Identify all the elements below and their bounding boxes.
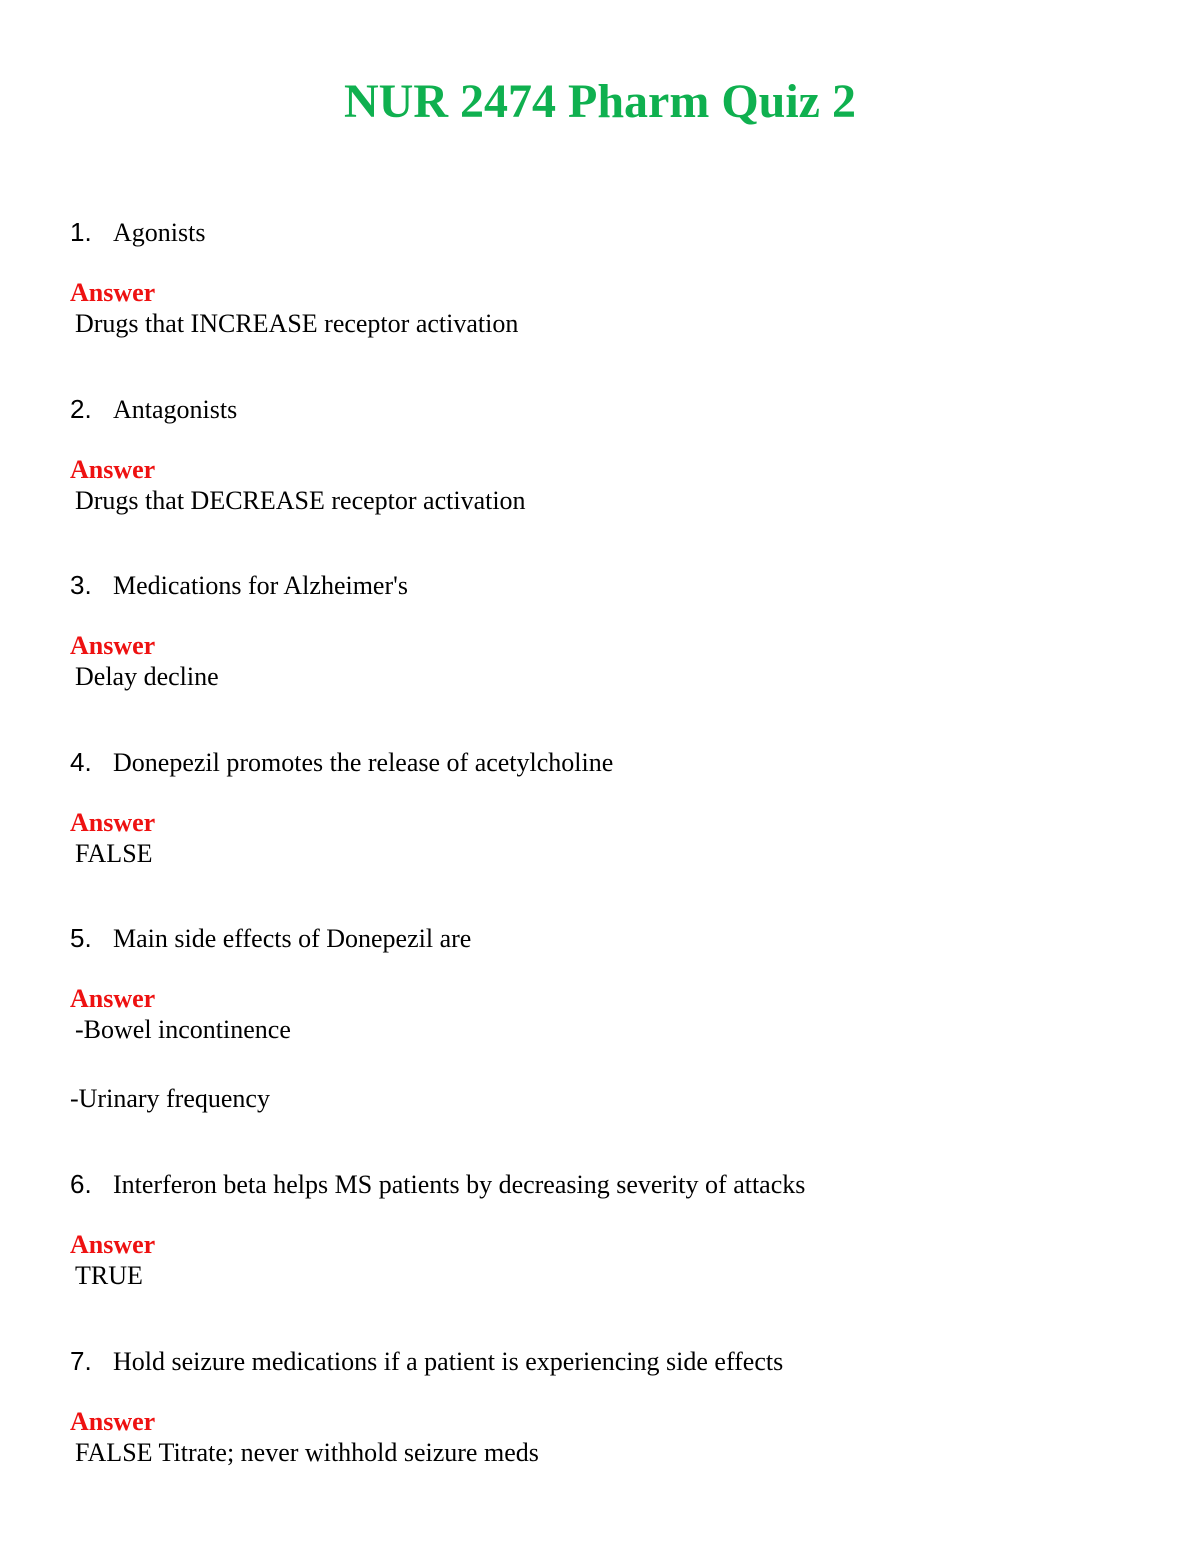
answer-text: -Bowel incontinence	[75, 1015, 291, 1044]
question-number: 5.	[70, 923, 92, 953]
question-line	[70, 1345, 1150, 1377]
answer-text: FALSE	[75, 839, 153, 868]
question-text: Interferon beta helps MS patients by decreasing severity of attacks	[113, 1170, 806, 1199]
question-item	[70, 1345, 1150, 1469]
answer-label: Answer	[70, 1407, 156, 1436]
question-line	[70, 569, 1150, 601]
question-line	[70, 216, 1150, 248]
answer-text: TRUE	[75, 1261, 143, 1290]
answer-label: Answer	[70, 984, 156, 1013]
answer-label: Answer	[70, 808, 156, 837]
question-number: 3.	[70, 570, 92, 600]
question-text: Antagonists	[113, 395, 238, 424]
question-line	[70, 393, 1150, 425]
answer-text: FALSE Titrate; never withhold seizure meds	[75, 1438, 539, 1467]
question-text: Main side effects of Donepezil are	[113, 924, 472, 953]
answer-text: Delay decline	[75, 662, 219, 691]
question-line	[70, 922, 1150, 954]
question-text: Medications for Alzheimer's	[113, 571, 408, 600]
question-text: Donepezil promotes the release of acetylcholine	[113, 748, 614, 777]
question-item	[70, 1168, 1150, 1292]
answer-label: Answer	[70, 1230, 156, 1259]
question-number: 2.	[70, 394, 92, 424]
question-line	[70, 746, 1150, 778]
question-item	[70, 922, 1150, 1115]
question-text: Agonists	[113, 218, 206, 247]
question-text: Hold seizure medications if a patient is experiencing side effects	[113, 1347, 784, 1376]
page-title: NUR 2474 Pharm Quiz 2	[344, 75, 856, 128]
question-item	[70, 393, 1150, 517]
question-item	[70, 216, 1150, 340]
question-number: 7.	[70, 1346, 92, 1376]
answer-text: Drugs that DECREASE receptor activation	[75, 486, 526, 515]
question-item	[70, 746, 1150, 870]
answer-text-extra: -Urinary frequency	[70, 1084, 270, 1113]
question-line	[70, 1168, 1150, 1200]
question-number: 4.	[70, 747, 92, 777]
answer-text: Drugs that INCREASE receptor activation	[75, 309, 519, 338]
question-number: 1.	[70, 217, 92, 247]
answer-label: Answer	[70, 278, 156, 307]
answer-label: Answer	[70, 455, 156, 484]
question-number: 6.	[70, 1169, 92, 1199]
answer-label: Answer	[70, 631, 156, 660]
question-item	[70, 569, 1150, 693]
